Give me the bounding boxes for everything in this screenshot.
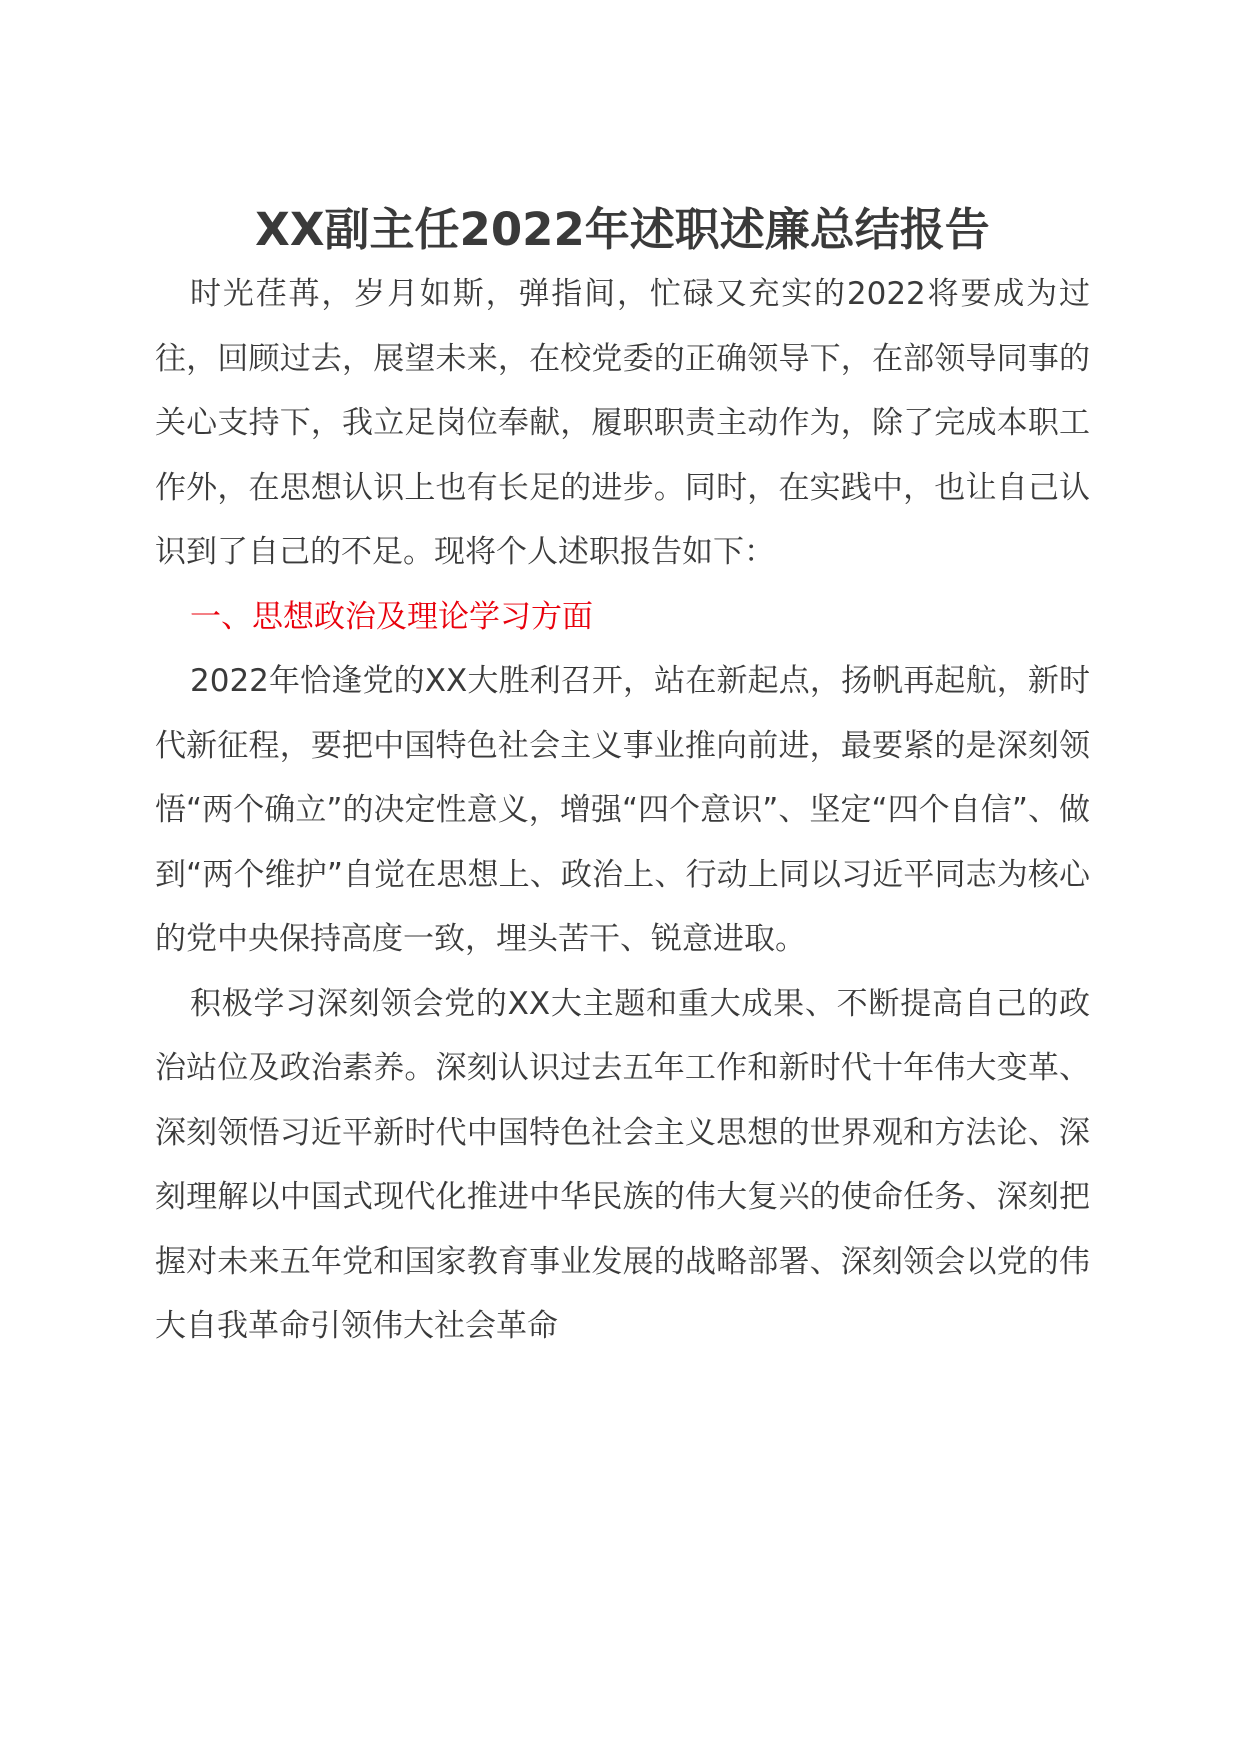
section-paragraph: 2022年恰逢党的XX大胜利召开，站在新起点，扬帆再起航，新时代新征程，要把中国特色社会主义事业推向前进，最要紧的是深刻领悟“两个确立”的决定性意义，增强“四个意识”、坚定“四个自信”、做到“两个维护”自觉在思想上、政治上、行动上同以习近平同志为核心的党中央保持高度一致，埋头苦干、锐意进取。 bbox=[155, 663, 1090, 957]
section-heading: 一、思想政治及理论学习方面 bbox=[190, 598, 593, 635]
section-paragraph: 积极学习深刻领会党的XX大主题和重大成果、不断提高自己的政治站位及政治素养。深刻认识过去五年工作和新时代十年伟大变革、深刻领悟习近平新时代中国特色社会主义思想的世界观和方法论、深刻理解以中国式现代化推进中华民族的伟大复兴的使命任务、深刻把握对未来五年党和国家教育事业发展的战略部署、深刻领会以党的伟大自我革命引领伟大社会革命 bbox=[155, 985, 1090, 1344]
document-title: XX副主任2022年述职述廉总结报告 bbox=[255, 203, 990, 256]
intro-paragraph: 时光荏苒，岁月如斯，弹指间，忙碌又充实的2022将要成为过往，回顾过去，展望未来，在校党委的正确领导下，在部领导同事的关心支持下，我立足岗位奉献，履职职责主动作为，除了完成本职工作外，在思想认识上也有长足的进步。同时，在实践中，也让自己认识到了自己的不足。现将个人述职报告如下： bbox=[155, 276, 1090, 570]
